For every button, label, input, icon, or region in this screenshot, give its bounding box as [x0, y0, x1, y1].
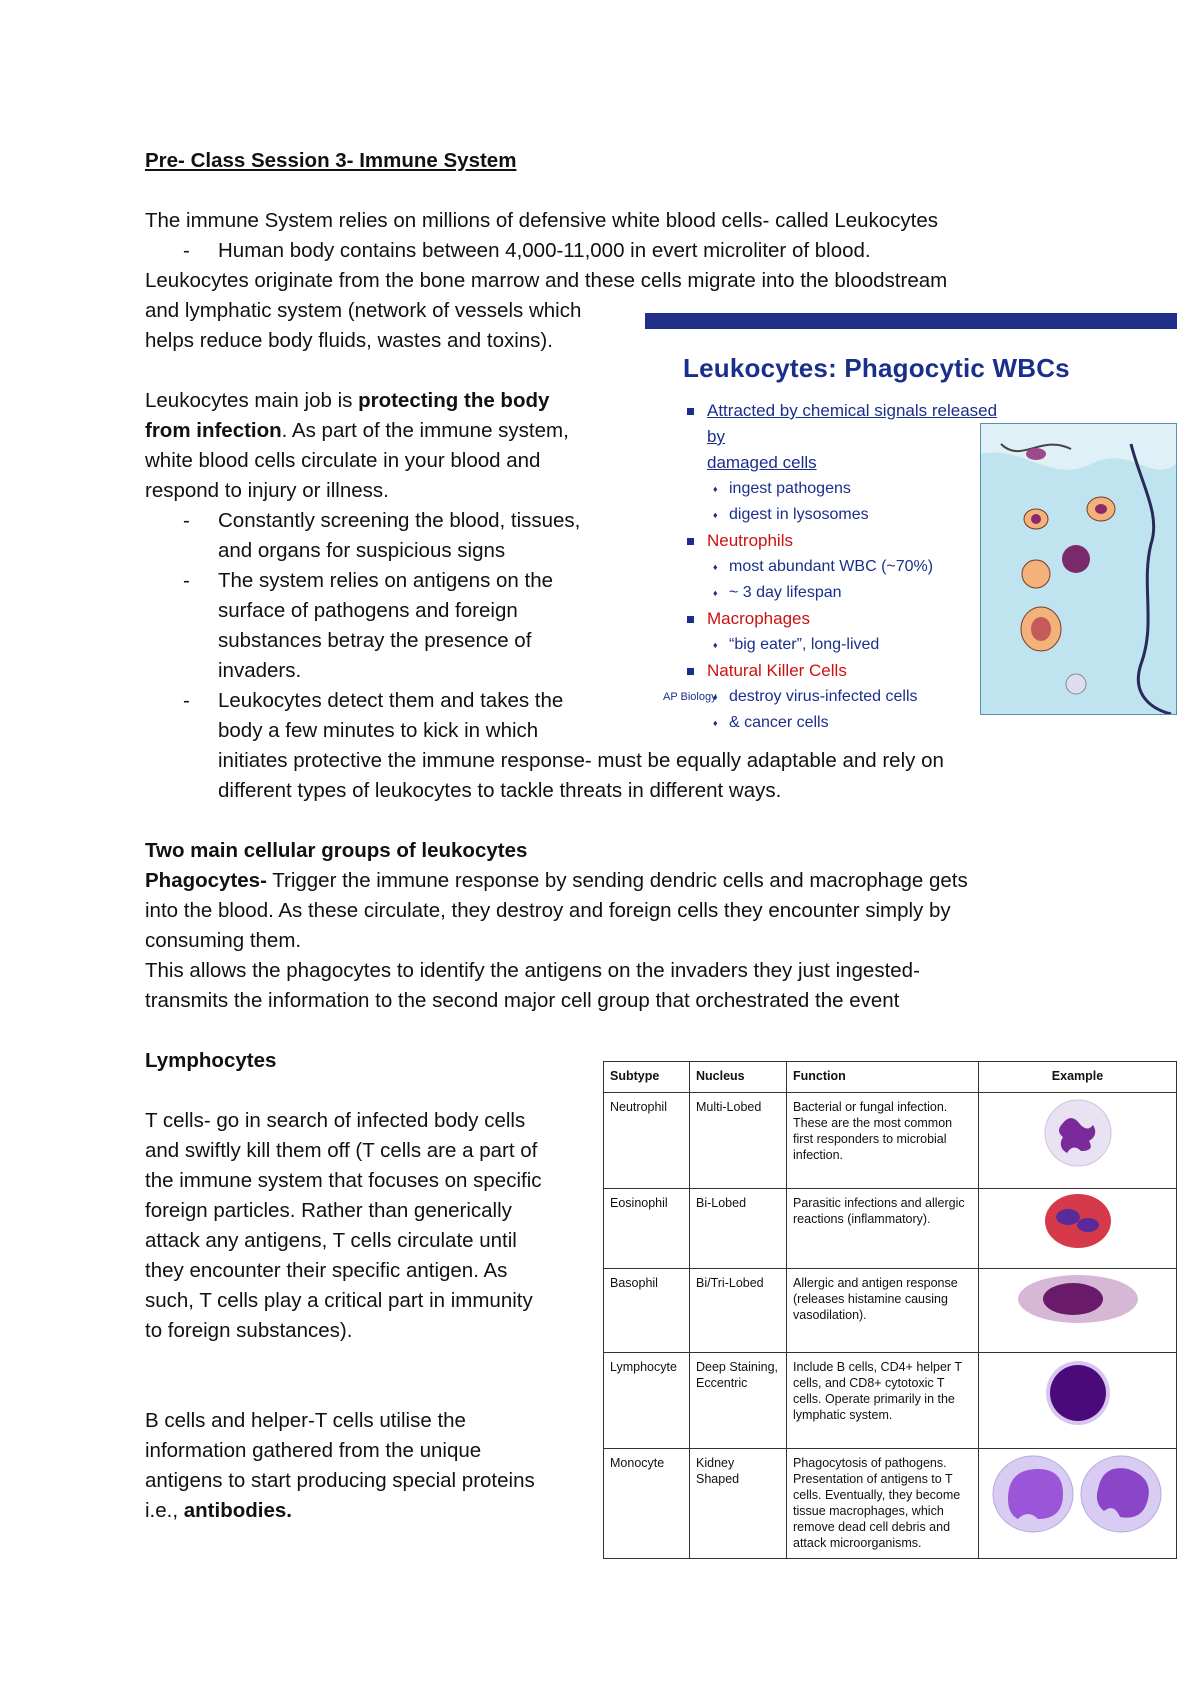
slide-sub-virus: ♦ destroy virus-infected cells [685, 684, 1005, 710]
phagocytes-line-3: consuming them. [145, 929, 302, 952]
origin-line-3: helps reduce body fluids, wastes and toxins). [145, 329, 553, 352]
tcells-paragraph: T cells- go in search of infected body cells and swiftly kill them off (T cells are a part of the immune system that focuses on specific foreign particles. Rather than generically attack any antigens, T cells circulate until they encounter their specific antigen. As such, T cells play a critical part in immunity to foreign substances). [145, 1109, 542, 1342]
function-cell: Include B cells, CD4+ helper T cells, and CD8+ cytotoxic T cells. Operate primarily in the lymphatic system. [787, 1353, 979, 1449]
phagocytosis-diagram [980, 423, 1177, 715]
table-row [604, 1353, 1177, 1449]
subtype-cell: Basophil [604, 1269, 690, 1353]
phagocytes-line-2: into the blood. As these circulate, they destroy and foreign cells they encounter simply by [145, 899, 951, 922]
col-example: Example [979, 1062, 1177, 1093]
origin-line-2: and lymphatic system (network of vessels which [145, 299, 582, 322]
page-title: Pre- Class Session 3- Immune System [145, 149, 517, 172]
nucleus-cell: Bi/Tri-Lobed [690, 1269, 787, 1353]
intro-text: The immune System relies on millions of defensive white blood cells- called Leukocytes [145, 209, 939, 232]
subtype-cell: Neutrophil [604, 1093, 690, 1189]
slide-sub-big-eater: ♦ “big eater”, long-lived [685, 632, 1005, 658]
bcells-paragraph: B cells and helper-T cells utilise the information gathered from the unique antigens to start producing special proteins i.e., antibodies. [145, 1409, 535, 1522]
phagocytes-line-5: transmits the information to the second major cell group that orchestrated the event [145, 989, 900, 1012]
subtype-cell: Eosinophil [604, 1189, 690, 1269]
col-function: Function [787, 1062, 979, 1093]
function-cell: Phagocytosis of pathogens. Presentation of antigens to T cells. Eventually, they become tissue macrophages, which remove dead cell debris and attack microorganisms. [787, 1449, 979, 1559]
nucleus-cell: Multi-Lobed [690, 1093, 787, 1189]
lymphocyte-image [979, 1353, 1177, 1449]
leukocyte-table [603, 1061, 1177, 1559]
col-nucleus: Nucleus [690, 1062, 787, 1093]
neutrophil-image [979, 1093, 1177, 1189]
slide-bullet-neutrophils: Neutrophils [685, 528, 1005, 554]
table-row [604, 1189, 1177, 1269]
nucleus-cell: Bi-Lobed [690, 1189, 787, 1269]
slide-sub-ingest: ♦ ingest pathogens [685, 476, 1005, 502]
monocyte-image [979, 1449, 1177, 1559]
slide-sub-digest: ♦ digest in lysosomes [685, 502, 1005, 528]
bullet-1: - Constantly screening the blood, tissues, and organs for suspicious signs [145, 506, 678, 566]
slide-bullets [685, 398, 1005, 736]
job-line-2: from infection. As part of the immune system, [145, 419, 569, 442]
slide-footer: AP Biology [663, 691, 717, 703]
intro-bullet: - Human body contains between 4,000-11,000 in evert microliter of blood. [145, 236, 1045, 266]
slide-bullet-macrophages: Macrophages [685, 606, 1005, 632]
job-line-4: respond to injury or illness. [145, 479, 389, 502]
bullet-3: - Leukocytes detect them and takes the body a few minutes to kick in which [145, 686, 678, 746]
slide-sub-cancer: ♦ & cancer cells [685, 710, 1005, 736]
function-cell: Bacterial or fungal infection. These are the most common first responders to microbial infection. [787, 1093, 979, 1189]
job-line-3: white blood cells circulate in your blood and [145, 449, 541, 472]
table-row [604, 1269, 1177, 1353]
col-subtype: Subtype [604, 1062, 690, 1093]
function-cell: Allergic and antigen response (releases histamine causing vasodilation). [787, 1269, 979, 1353]
slide-title: Leukocytes: Phagocytic WBCs [683, 353, 1070, 383]
origin-line-1: Leukocytes originate from the bone marrow and these cells migrate into the bloodstream [145, 269, 948, 292]
table-row [604, 1449, 1177, 1559]
slide-top-bar [645, 313, 1177, 329]
bullet-2: - The system relies on antigens on the surface of pathogens and foreign substances betray the presence of invaders. [145, 566, 678, 686]
subtype-cell: Lymphocyte [604, 1353, 690, 1449]
leukocytes-slide [645, 313, 1177, 731]
slide-bullet-attracted: Attracted by chemical signals released by damaged cells [685, 398, 1005, 476]
phagocytes-line-1: Phagocytes- Trigger the immune response by sending dendric cells and macrophage gets [145, 869, 968, 892]
slide-sub-abundant: ♦ most abundant WBC (~70%) [685, 554, 1005, 580]
eosinophil-image [979, 1189, 1177, 1269]
function-cell: Parasitic infections and allergic reactions (inflammatory). [787, 1189, 979, 1269]
subtype-cell: Monocyte [604, 1449, 690, 1559]
nucleus-cell: Kidney Shaped [690, 1449, 787, 1559]
phagocytes-line-4: This allows the phagocytes to identify the antigens on the invaders they just ingested- [145, 959, 920, 982]
job-line-1: Leukocytes main job is protecting the body [145, 389, 550, 412]
basophil-image [979, 1269, 1177, 1353]
bullet-3-continued: initiates protective the immune response- must be equally adaptable and rely on different types of leukocytes to tackle threats in different ways. [218, 749, 944, 802]
slide-bullet-nk-cells: Natural Killer Cells [685, 658, 1005, 684]
slide-sub-lifespan: ♦ ~ 3 day lifespan [685, 580, 1005, 606]
table-row [604, 1093, 1177, 1189]
nucleus-cell: Deep Staining, Eccentric [690, 1353, 787, 1449]
lymphocytes-heading: Lymphocytes [145, 1049, 277, 1072]
table-header-row [604, 1062, 1177, 1093]
groups-heading: Two main cellular groups of leukocytes [145, 839, 528, 862]
